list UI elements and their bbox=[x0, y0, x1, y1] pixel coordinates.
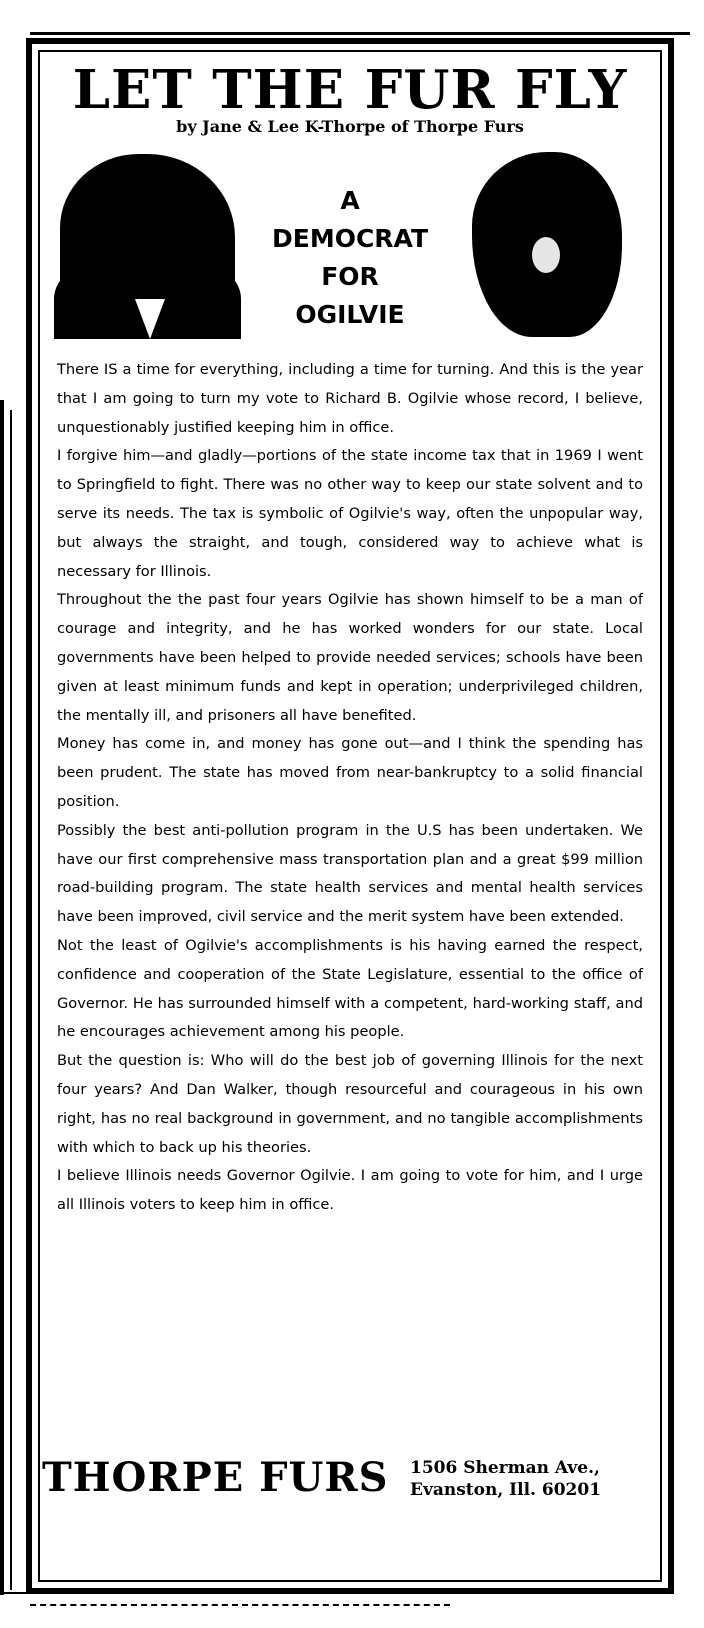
portrait-photo-left bbox=[60, 154, 235, 339]
address-street: 1506 Sherman Ave., bbox=[410, 1458, 600, 1478]
address-city: Evanston, Ill. 60201 bbox=[410, 1480, 602, 1500]
ad-byline: by Jane & Lee K-Thorpe of Thorpe Furs bbox=[176, 117, 524, 136]
body-paragraph: There IS a time for everything, including a time for turning. And this is the year that I am going to turn my vote to Richard B. Ogilvie whose record, I believe, unquestionably justified keeping him in office. bbox=[57, 361, 643, 436]
scan-border-bottom-dashed bbox=[30, 1604, 450, 1607]
body-paragraph: I believe Illinois needs Governor Ogilvie. I am going to vote for him, and I urge all Illinois voters to keep him in office. bbox=[57, 1167, 643, 1214]
body-paragraph: Money has come in, and money has gone out—and I think the spending has been prudent. The state has moved from near-bankruptcy to a solid financial position. bbox=[57, 735, 643, 810]
body-paragraph: But the question is: Who will do the best job of governing Illinois for the next four years? And Dan Walker, though resourceful and courageous in his own right, has no real background in government, and no tangible accomplishments with which to back up his theories. bbox=[57, 1052, 643, 1156]
caption-line: FOR bbox=[321, 262, 379, 291]
ad-headline: LET THE FUR FLY bbox=[72, 59, 628, 121]
caption-line: A bbox=[340, 186, 360, 215]
body-paragraph: Possibly the best anti-pollution program in the U.S has been undertaken. We have our first comprehensive mass transportation plan and a great $99 million road-building program. The state health services and mental health services have been improved, civil service and the merit system have been extended. bbox=[57, 821, 643, 926]
scan-border-left bbox=[0, 400, 4, 1595]
store-address bbox=[410, 1457, 601, 1501]
caption-line: OGILVIE bbox=[295, 300, 405, 329]
ad-body-text bbox=[57, 356, 643, 1220]
body-paragraph: Not the least of Ogilvie's accomplishments is his having earned the respect, confidence and cooperation of the State Legislature, essential to the office of Governor. He has surrounded himself with a competent, hard-working staff, and he encourages achievement among his people. bbox=[57, 936, 643, 1041]
store-name: THORPE FURS bbox=[42, 1454, 389, 1501]
photo-caption bbox=[245, 182, 455, 334]
scan-border-left-inner bbox=[10, 410, 12, 1590]
body-paragraph: I forgive him—and gladly—portions of the state income tax that in 1969 I went to Springfield to fight. There was no other way to keep our state solvent and to serve its needs. The tax is symbolic of Ogilvie's way, often the unpopular way, but always the straight, and tough, considered way to achieve what is necessary for Illinois. bbox=[57, 447, 643, 580]
advertisement-frame bbox=[26, 38, 674, 1594]
body-paragraph: Throughout the the past four years Ogilvie has shown himself to be a man of courage and integrity, and he has worked wonders for our state. Local governments have been helped to provide needed services; schools have been given at least minimum funds and kept in operation; underprivileged children, the mentally ill, and prisoners all have benefited. bbox=[57, 591, 643, 724]
portrait-highlight bbox=[532, 237, 560, 273]
portrait-photo-right bbox=[472, 152, 622, 337]
scan-border-top bbox=[30, 32, 690, 35]
caption-line: DEMOCRAT bbox=[271, 224, 429, 253]
